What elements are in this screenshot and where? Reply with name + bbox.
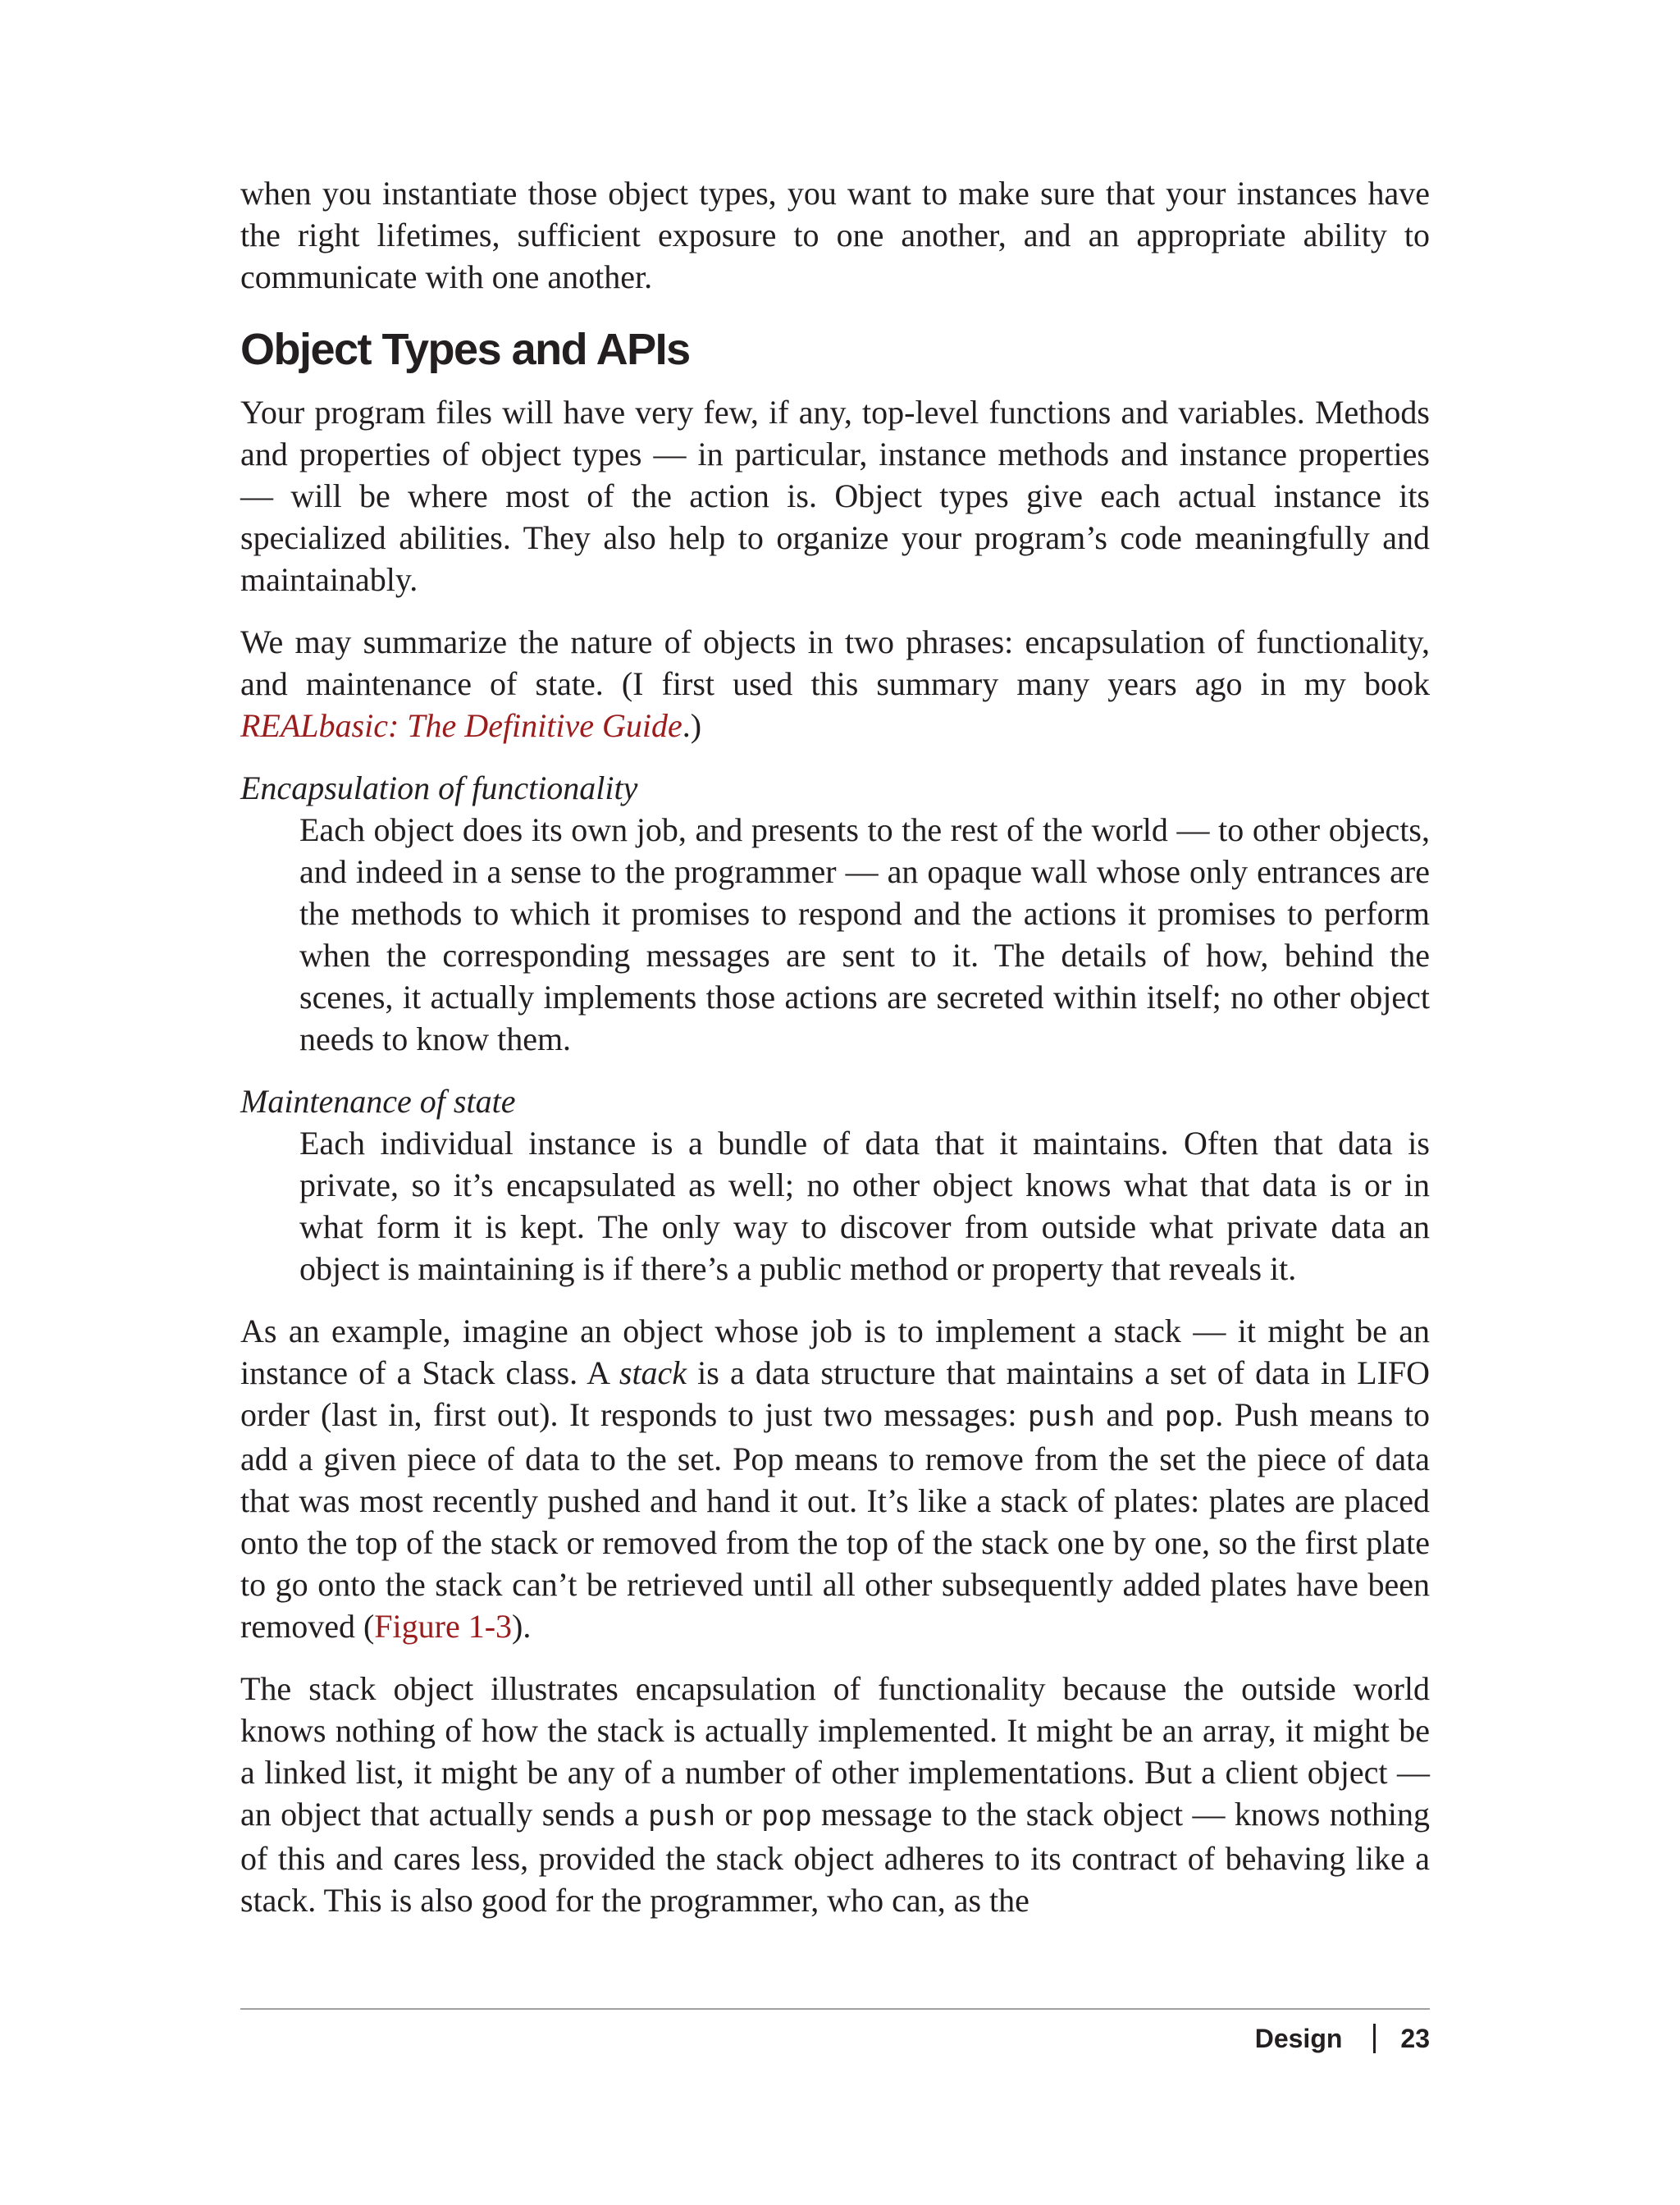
stack-text-2: is a data structure that maintains a set of data in LIFO order (last in, first out). It responds to just two messages: — [240, 1354, 1430, 1433]
intro-paragraph: when you instantiate those object types, you want to make sure that your instances have the right lifetimes, sufficient exposure to one another, and an appropriate ability to communicate with one another. — [240, 175, 1430, 295]
code-push-2: push — [648, 1800, 716, 1833]
section-heading: Object Types and APIs — [240, 325, 690, 374]
page-footer — [1255, 2020, 1430, 2057]
footer-section-name: Design — [1254, 2024, 1343, 2053]
encap-text-2: or — [715, 1796, 762, 1833]
code-pop-2: pop — [761, 1800, 812, 1833]
stack-text-5: ). — [512, 1608, 532, 1645]
definition-term-state: Maintenance of state — [240, 1083, 516, 1120]
footer-separator — [1373, 2024, 1376, 2053]
book-title: REALbasic: The Definitive Guide — [240, 707, 682, 744]
book-title-link[interactable] — [240, 707, 682, 744]
page-body — [240, 172, 1430, 1942]
paragraph-stack-example — [240, 1310, 1430, 1647]
stack-text-3: and — [1094, 1396, 1165, 1433]
stack-term: stack — [619, 1354, 687, 1391]
figure-reference-link[interactable]: Figure 1-3 — [374, 1608, 513, 1645]
summary-text-after: .) — [682, 707, 702, 744]
stack-text-1: As an example, imagine an object whose job is to implement a stack — it might be an instance of a Stack class. A — [240, 1312, 1430, 1391]
definition-text-encapsulation: Each object does its own job, and presents to the rest of the world — to other objects, and indeed in a sense to the programmer — an opaque wall whose only entrances are the methods to which it promises to respond and the actions it promises to perform when the corresponding messages are sent to it. The details of how, behind the scenes, it actually implements those actions are secreted within itself; no other object needs to know them. — [299, 811, 1430, 1057]
summary-text-before: We may summarize the nature of objects in two phrases: encapsulation of functionality, and maintenance of state. (I first used this summary many years ago in my book — [240, 623, 1430, 702]
stack-text-4: . Push means to add a given piece of data to the set. Pop means to remove from the set the piece of data that was most recently pushed and hand it out. It’s like a stack of plates: plates are placed onto the top of the stack or removed from the top of the stack one by one, so the first plate to go onto the stack can’t be retrieved until all other subsequently added plates have been removed ( — [240, 1396, 1430, 1645]
code-pop: pop — [1164, 1400, 1216, 1433]
encap-text-1: The stack object illustrates encapsulation of functionality because the outside world knows nothing of how the stack is actually implemented. It might be an array, it might be a linked list, it might be any of a number of other implementations. But a client object — an object that actually sends a — [240, 1670, 1430, 1833]
definition-text-state: Each individual instance is a bundle of data that it maintains. Often that data is private, so it’s encapsulated as well; no other object knows what that data is or in what form it is kept. The only way to discover from outside what private data an object is maintaining is if there’s a public method or property that reveals it. — [299, 1125, 1430, 1287]
footer-divider — [240, 2008, 1430, 2010]
encap-text-3: message to the stack object — knows nothing of this and cares less, provided the stack object adheres to its contract of behaving like a stack. This is also good for the programmer, who can, as the — [240, 1796, 1430, 1919]
code-push: push — [1028, 1400, 1095, 1433]
page-number: 23 — [1400, 2024, 1430, 2053]
paragraph-object-types: Your program files will have very few, if any, top-level functions and variables. Methods and properties of object types — in particular, instance methods and instance properties — will be where most of the action is. Object types give each actual instance its specialized abilities. They also help to organize your program’s code meaningfully and maintainably. — [240, 394, 1430, 598]
definition-term-encapsulation: Encapsulation of functionality — [240, 769, 638, 806]
paragraph-summary — [240, 621, 1430, 746]
paragraph-stack-encapsulation — [240, 1668, 1430, 1921]
